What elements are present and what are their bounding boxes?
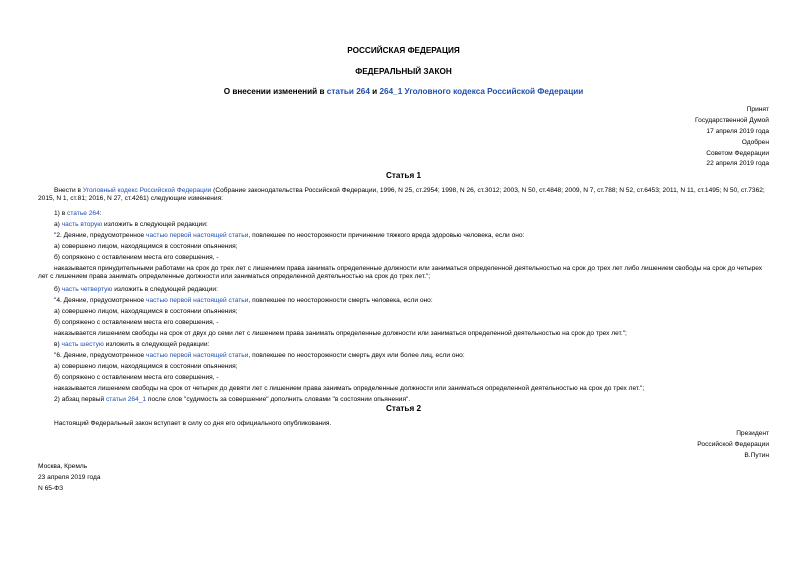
article-2-heading: Статья 2 (385, 404, 422, 413)
item-2 (38, 396, 769, 404)
title-link-article-264[interactable]: статьи 264 (326, 87, 370, 96)
quote-4-item-b: б) сопряжено с оставлением места его совершения, - (54, 319, 219, 326)
item-b-text: изложить в следующей редакции: (112, 286, 218, 293)
article-2-text: Настоящий Федеральный закон вступает в силу со дня его официального опубликования. (54, 420, 332, 427)
item-b-letter: б) (54, 286, 62, 293)
quote-6-item-a: а) совершено лицом, находящимся в состоянии опьянения; (54, 363, 238, 370)
adoption-line-3: 17 апреля 2019 года (706, 128, 769, 135)
item-2-text-start: 2) абзац первый (54, 396, 106, 403)
quote-6-item-b: б) сопряжено с оставлением места его совершения, - (54, 374, 219, 381)
intro-text-start: Внести в (54, 187, 83, 194)
quote-part-2 (38, 232, 769, 240)
item-1-colon: : (99, 210, 102, 217)
item-1-text: 1) в (54, 210, 68, 217)
law-type-heading: ФЕДЕРАЛЬНЫЙ ЗАКОН (355, 67, 452, 76)
intro-text-end: (Собрание законодательства Российской Федерации, 1996, N 25, ст.2954; 1998, N 26, ст.3012; 2003, N 50, ст.4848; 2009, N 7, ст.788; N 52, ст.6453; 2011, N 11, ст.1495; N 50, ст.7362; 2015, N 1, ст.81; 2016, N 27, ст.4261) следующие изменения: (38, 187, 765, 202)
date-line: 23 апреля 2019 года (38, 474, 101, 481)
link-part-one-q4[interactable]: частью первой настоящей статьи (146, 297, 249, 304)
criminal-code-link[interactable]: Уголовный кодекс Российской Федерации (82, 187, 212, 194)
item-2-text-end: после слов "судимость за совершение" дополнить словами "в состоянии опьянения". (146, 396, 411, 403)
quote-4-item-a: а) совершено лицом, находящимся в состоянии опьянения; (54, 308, 238, 315)
law-number: N 65-ФЗ (38, 485, 64, 492)
item-v (38, 341, 769, 349)
item-v-letter: в) (54, 341, 62, 348)
link-article-264[interactable]: статье 264 (67, 210, 100, 217)
link-part-one-q2[interactable]: частью первой настоящей статьи (146, 232, 249, 239)
country-heading: РОССИЙСКАЯ ФЕДЕРАЦИЯ (347, 46, 460, 55)
title-and: и (369, 87, 380, 96)
quote-6-start: "6. Деяние, предусмотренное (54, 352, 147, 359)
quote-2-item-b: б) сопряжено с оставлением места его совершения, - (54, 254, 219, 261)
link-article-264-1[interactable]: статьи 264_1 (105, 396, 147, 403)
title-link-article-264-1[interactable]: 264_1 Уголовного кодекса Российской Федерации (379, 87, 584, 96)
item-a (38, 221, 769, 229)
quote-4-start: "4. Деяние, предусмотренное (54, 297, 147, 304)
quote-2-penalty: наказывается принудительными работами на срок до трех лет с лишением права занимать определенные должности или заниматься определенной деятельностью на срок до трех лет либо лишением свободы на срок до четырех лет с лишением права занимать определенные должности или заниматься определенной деятельностью на срок до трех лет."; (38, 265, 763, 280)
quote-2-start: "2. Деяние, предусмотренное (54, 232, 147, 239)
quote-6-end: , повлекшее по неосторожности смерть двух или более лиц, если оно: (248, 352, 465, 359)
signature-line-3: В.Путин (744, 452, 769, 459)
signature-line-2: Российской Федерации (697, 441, 769, 448)
approval-line-3: 22 апреля 2019 года (706, 160, 769, 167)
link-part-four[interactable]: часть четвертую (61, 286, 113, 293)
item-b (38, 286, 769, 294)
adoption-line-1: Принят (746, 106, 769, 113)
quote-6-penalty: наказывается лишением свободы на срок от четырех до девяти лет с лишением права занимать определенные должности или заниматься определенной деятельностью на срок до трех лет."; (54, 385, 645, 392)
item-a-letter: а) (54, 221, 62, 228)
quote-2-item-a: а) совершено лицом, находящимся в состоянии опьянения; (54, 243, 238, 250)
place-line: Москва, Кремль (38, 463, 88, 470)
link-part-six[interactable]: часть шестую (61, 341, 104, 348)
signature-line-1: Президент (736, 430, 769, 437)
link-part-one-q6[interactable]: частью первой настоящей статьи (146, 352, 249, 359)
adoption-line-2: Государственной Думой (695, 117, 769, 124)
item-1 (38, 210, 769, 218)
law-title (0, 87, 807, 97)
quote-part-6 (38, 352, 769, 360)
approval-line-1: Одобрен (741, 139, 769, 146)
article-1-heading: Статья 1 (385, 171, 422, 180)
title-prefix: О внесении изменений в (223, 87, 327, 96)
approval-line-2: Советом Федерации (706, 150, 769, 157)
link-part-two[interactable]: часть вторую (61, 221, 103, 228)
item-a-text: изложить в следующей редакции: (102, 221, 208, 228)
item-v-text: изложить в следующей редакции: (103, 341, 210, 348)
article-1-intro (38, 187, 769, 203)
quote-4-end: , повлекшее по неосторожности смерть человека, если оно: (248, 297, 433, 304)
quote-2-end: , повлекшее по неосторожности причинение тяжкого вреда здоровью человека, если оно: (248, 232, 525, 239)
quote-part-4 (38, 297, 769, 305)
quote-4-penalty: наказывается лишением свободы на срок от двух до семи лет с лишением права занимать определенные должности или заниматься определенной деятельностью на срок до трех лет."; (54, 330, 627, 337)
